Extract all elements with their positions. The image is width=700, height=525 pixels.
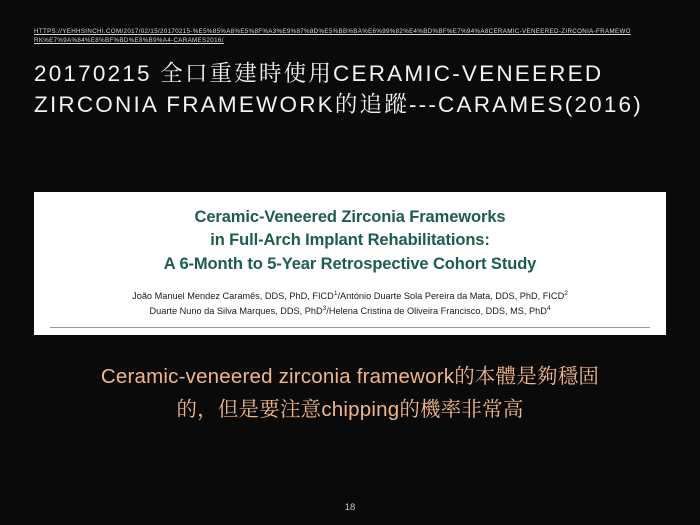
page-title: 20170215 全口重建時使用CERAMIC-VENEERED ZIRCONIA FRAMEWORK的追蹤---CARAMES(2016) [34, 61, 643, 118]
slide-caption [22, 360, 678, 426]
paper-title-line-2: in Full-Arch Implant Rehabilitations: [210, 231, 490, 250]
author-1-affiliation: 1 [333, 290, 338, 298]
author-4-name: /Helena Cristina de Oliveira Francisco, DDS, MS, PhD [326, 306, 547, 317]
author-2-affiliation: 2 [564, 290, 568, 298]
divider-rule [50, 327, 650, 328]
paper-title-line-3: A 6-Month to 5-Year Retrospective Cohort Study [163, 254, 537, 273]
author-4-affiliation: 4 [546, 305, 551, 313]
paper-authors [50, 289, 650, 319]
paper-title-line-1: Ceramic-Veneered Zirconia Frameworks [194, 208, 506, 226]
page-number: 18 [344, 502, 356, 513]
paper-title-card [34, 192, 666, 335]
author-2-name: /António Duarte Sola Pereira da Mata, DDS, PhD, FICD [337, 291, 565, 302]
paper-authors-line-1 [50, 289, 650, 304]
author-3-affiliation: 3 [322, 305, 327, 313]
slide-caption-line-1: Ceramic-veneered zirconia framework的本體是夠穩固 [100, 365, 600, 388]
author-3-name: Duarte Nuno da Silva Marques, DDS, PhD [149, 306, 323, 317]
author-1-name: João Manuel Mendez Caramês, DDS, PhD, FICD [132, 291, 334, 302]
paper-title [50, 206, 650, 276]
source-url-link[interactable]: HTTPS://YEHHSINCHI.COM/2017/02/15/20170215-%E5%85%A8%E5%8F%A3%E9%87%8D%E5%BB%BA%E6%99%82%E4%BD%BF%E7%94%A8CERAMIC-VENEERED-ZIRCONIA-FRAMEWORK%E7%9A%84%E8%BF%BD%E8%B9%A4-CARAMES2016/ [34, 28, 631, 44]
paper-authors-line-2 [50, 304, 650, 319]
slide-caption-line-2: 的，但是要注意chipping的機率非常高 [176, 398, 524, 422]
